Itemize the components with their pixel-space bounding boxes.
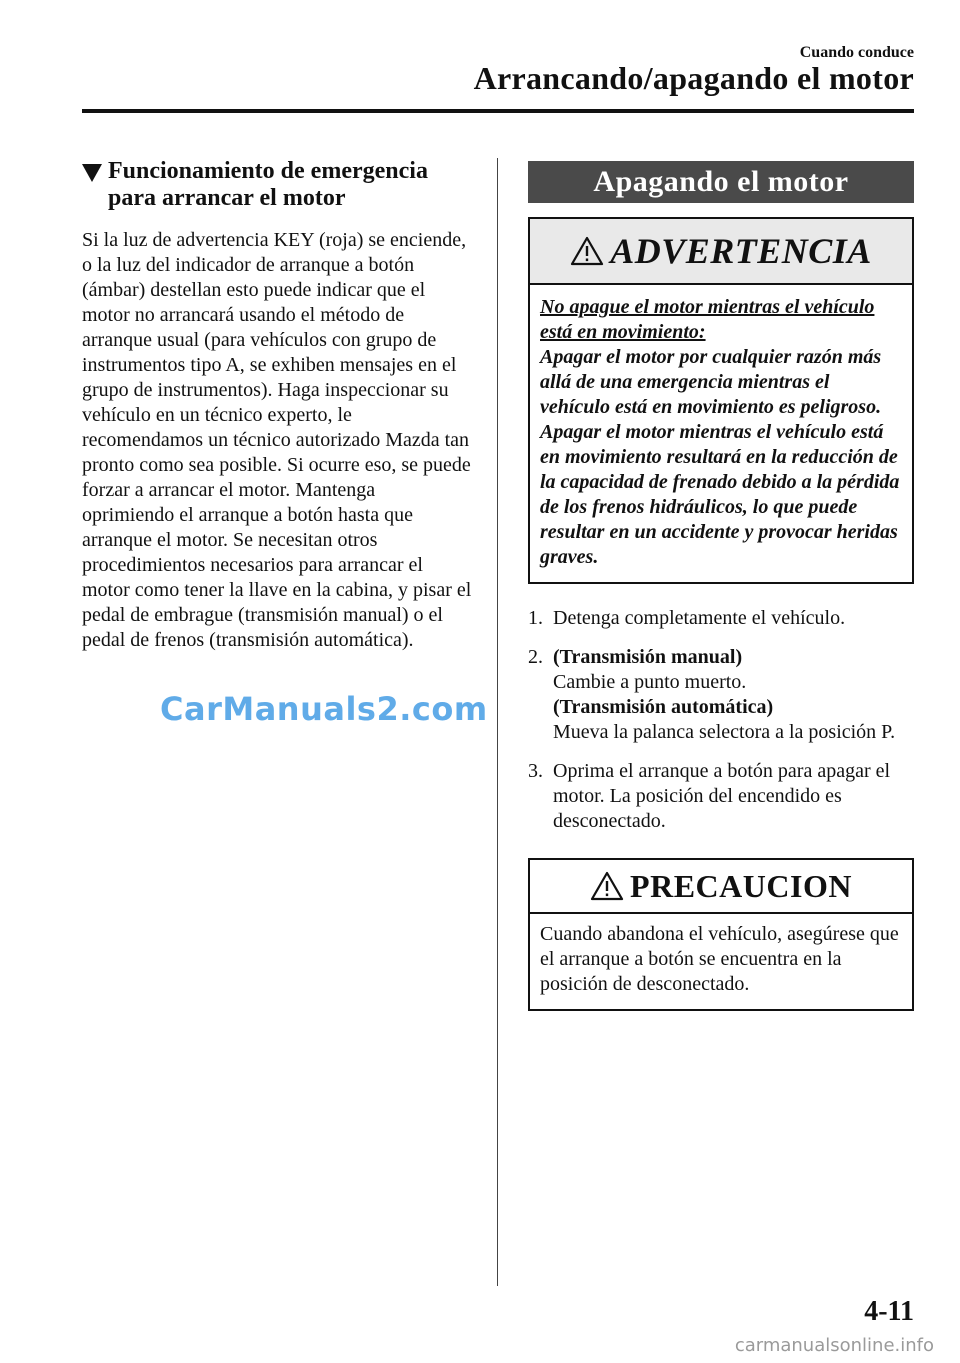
step-text: Detenga completamente el vehículo.	[553, 607, 846, 629]
automatic-transmission-text: Mueva la palanca selectora a la posición P.	[553, 721, 896, 743]
warning-header	[530, 219, 912, 285]
emergency-start-paragraph: Si la luz de advertencia KEY (roja) se enciende, o la luz del indicador de arranque a botón (ámbar) destellan esto puede indicar que el motor no arrancará usando el método de arranque usual (para vehículos con grupo de instrumentos tipo A, se exhiben mensajes en el grupo de instrumentos). Haga inspeccionar su vehículo en un técnico experto, le recomendamos un técnico autorizado Mazda tan pronto como sea posible. Si ocurre eso, se puede forzar a arrancar el motor. Mantenga oprimiendo el arranque a botón hasta que arranque el motor. Se necesitan otros procedimientos necesarios para arrancar el motor como tener la llave en la cabina, y pisar el pedal de embrague (transmisión manual) o el pedal de frenos (transmisión automática).	[82, 229, 472, 651]
list-item	[528, 606, 914, 631]
list-item	[528, 645, 914, 745]
caution-header	[530, 860, 912, 914]
warning-text: Apagar el motor por cualquier razón más allá de una emergencia mientras el vehículo está en movimiento es peligroso. Apagar el motor mientras el vehículo está en movimiento resultará en la reducción de la capacidad de frenado debido a la pérdida de los frenos hidráulicos, lo que puede resultar en un accidente y provocar heridas graves.	[540, 346, 900, 568]
watermark-logo: CarManuals2.com	[160, 690, 488, 728]
right-column	[528, 161, 914, 1011]
warning-triangle-icon	[590, 871, 624, 901]
section-title-bar: Apagando el motor	[528, 161, 914, 203]
subsection-heading-text: Funcionamiento de emergencia para arrancar el motor	[108, 158, 428, 211]
warning-box	[528, 217, 914, 584]
subsection-heading	[82, 158, 472, 212]
step-text: Oprima el arranque a botón para apagar el motor. La posición del encendido es desconectado.	[553, 760, 891, 832]
step-number: 2.	[528, 646, 543, 668]
left-column	[82, 158, 472, 653]
step-content	[553, 645, 895, 745]
warning-triangle-icon	[570, 236, 604, 266]
warning-title: ADVERTENCIA	[610, 231, 872, 271]
page-number: 4-11	[864, 1296, 914, 1327]
manual-transmission-text: Cambie a punto muerto.	[553, 671, 747, 693]
manual-transmission-label: (Transmisión manual)	[553, 646, 743, 668]
automatic-transmission-label: (Transmisión automática)	[553, 696, 774, 718]
step-number: 1.	[528, 607, 543, 629]
warning-lead: No apague el motor mientras el vehículo está en movimiento:	[540, 296, 875, 343]
footer-watermark: carmanualsonline.info	[734, 1335, 934, 1356]
page-title: Arrancando/apagando el motor	[473, 60, 914, 96]
header-divider	[82, 109, 914, 113]
caution-title: PRECAUCION	[630, 867, 852, 904]
steps-list	[528, 606, 914, 834]
list-item	[528, 759, 914, 834]
header-section-label: Cuando conduce	[799, 44, 914, 61]
warning-body	[530, 285, 912, 582]
column-divider	[497, 158, 498, 1286]
caution-body: Cuando abandona el vehículo, asegúrese que el arranque a botón se encuentra en la posición de desconectado.	[540, 923, 899, 995]
down-triangle-icon	[82, 164, 102, 182]
step-number: 3.	[528, 760, 543, 782]
caution-box	[528, 858, 914, 1011]
